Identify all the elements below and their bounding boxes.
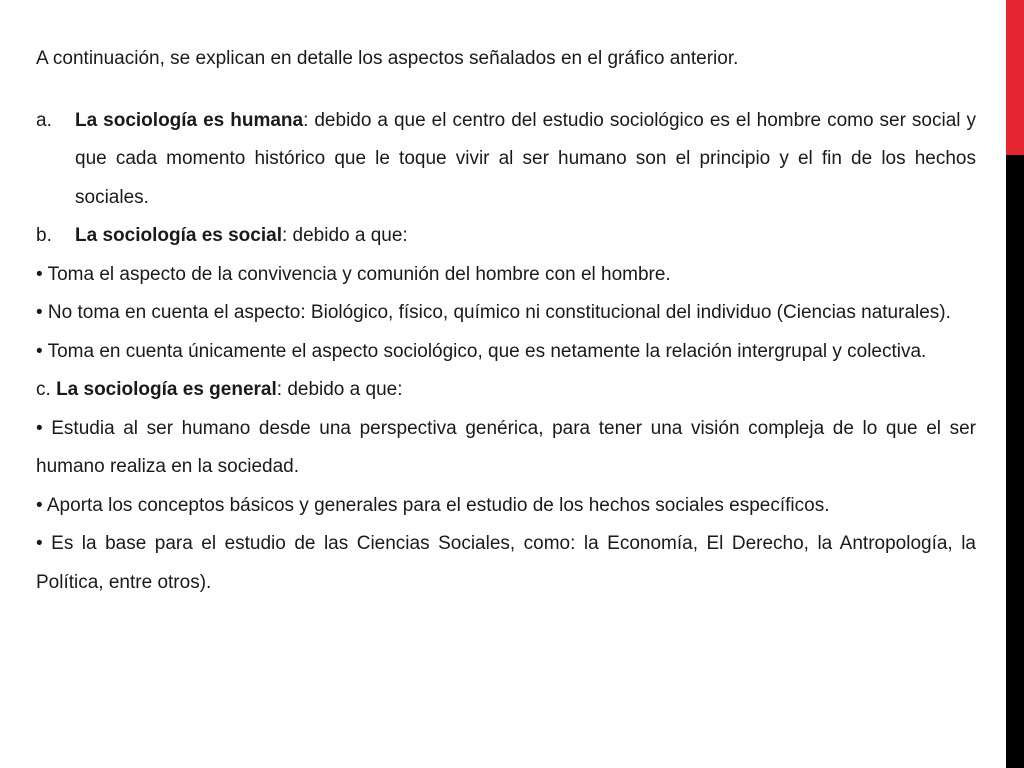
item-a-description: : debido a que el centro del estudio sociológico es el hombre como ser social y que cada momento histórico que le toque vivir al ser humano son el principio y el fin de los hechos sociales. (75, 109, 976, 208)
item-b-text (75, 217, 976, 256)
item-a-text (75, 102, 976, 218)
item-b-heading: La sociología es social (75, 225, 282, 246)
intro-paragraph: A continuación, se explican en detalle los aspectos señalados en el gráfico anterior. (36, 48, 739, 69)
item-b (36, 217, 976, 256)
accent-bar-red (1006, 0, 1024, 155)
bullet-c-3: • Es la base para el estudio de las Ciencias Sociales, como: la Economía, El Derecho, la Antropología, la Política, entre otros). (36, 533, 976, 593)
item-c-marker: c. (36, 379, 57, 400)
accent-bar-black (1006, 155, 1024, 768)
item-b-description: : debido a que: (281, 225, 408, 246)
bullet-b-2: • No toma en cuenta el aspecto: Biológico, físico, químico ni constitucional del individuo (Ciencias naturales). (36, 302, 951, 323)
bullet-c-1: • Estudia al ser humano desde una perspectiva genérica, para tener una visión compleja de lo que el ser humano realiza en la sociedad. (36, 417, 976, 477)
item-a-marker: a. (36, 109, 52, 131)
item-a-heading: La sociología es humana (75, 109, 304, 131)
bullet-c-2: • Aporta los conceptos básicos y generales para el estudio de los hechos sociales específicos. (36, 494, 830, 516)
item-c-description: : debido a que: (276, 379, 403, 400)
item-c (36, 371, 976, 410)
slide-body (36, 40, 976, 602)
item-c-heading: La sociología es general (56, 379, 277, 400)
bullet-b-1: • Toma el aspecto de la convivencia y comunión del hombre con el hombre. (36, 263, 671, 285)
item-a (36, 102, 976, 218)
bullet-b-3: • Toma en cuenta únicamente el aspecto sociológico, que es netamente la relación intergrupal y colectiva. (36, 340, 927, 362)
item-b-marker: b. (36, 225, 52, 246)
